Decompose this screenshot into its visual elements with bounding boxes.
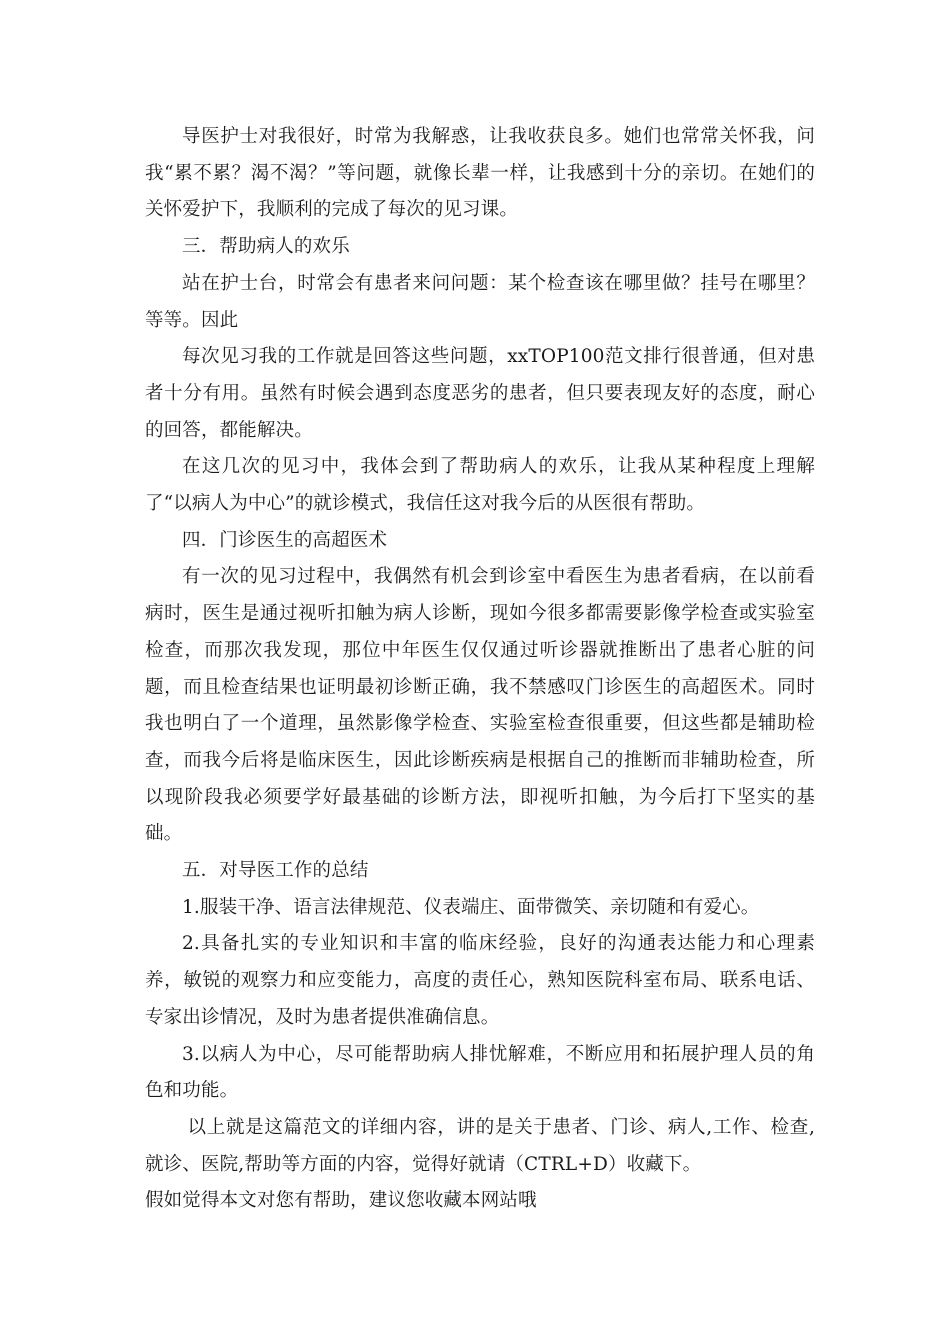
section-heading-5: 五．对导医工作的总结: [182, 860, 369, 882]
document-body: [145, 119, 815, 1220]
bookmark-suggestion: 假如觉得本文对您有帮助，建议您收藏本网站哦: [145, 1190, 537, 1212]
summary-item-1: 1.服装干净、语言法律规范、仪表端庄、面带微笑、亲切随和有爱心。: [182, 896, 760, 918]
paragraph-patient-centered: 在这几次的见习中，我体会到了帮助病人的欢乐，让我从某种程度上理解了“以病人为中心”的就诊模式，我信任这对我今后的从医很有帮助。: [145, 456, 815, 515]
section-heading-4: 四．门诊医生的高超医术: [182, 529, 388, 551]
section-heading-3: 三．帮助病人的欢乐: [182, 236, 350, 258]
paragraph-nurse-station: 站在护士台，时常会有患者来问问题：某个检查该在哪里做？挂号在哪里？等等。因此: [145, 272, 815, 331]
summary-item-3: 3.以病人为中心，尽可能帮助病人排忧解难，不断应用和拓展护理人员的角色和功能。: [145, 1043, 815, 1102]
paragraph-doctor-skill: 有一次的见习过程中，我偶然有机会到诊室中看医生为患者看病，在以前看病时，医生是通过视听扣触为病人诊断，现如今很多都需要影像学检查或实验室检查，而那次我发现，那位中年医生仅仅通过听诊器就推断出了患者心脏的问题，而且检查结果也证明最初诊断正确，我不禁感叹门诊医生的高超医术。同时我也明白了一个道理，虽然影像学检查、实验室检查很重要，但这些都是辅助检查，而我今后将是临床医生，因此诊断疾病是根据自己的推断而非辅助检查，所以现阶段我必须要学好最基础的诊断方法，即视听扣触，为今后打下坚实的基础。: [145, 566, 815, 845]
closing-paragraph: 以上就是这篇范文的详细内容，讲的是关于患者、门诊、病人,工作、检查,就诊、医院,帮助等方面的内容，觉得好就请（CTRL+D）收藏下。: [145, 1116, 815, 1175]
summary-item-2: 2.具备扎实的专业知识和丰富的临床经验，良好的沟通表达能力和心理素养，敏锐的观察力和应变能力，高度的责任心，熟知医院科室布局、联系电话、专家出诊情况，及时为患者提供准确信息。: [145, 933, 815, 1028]
paragraph-answering-questions: 每次见习我的工作就是回答这些问题，xxTOP100范文排行很普通，但对患者十分有用。虽然有时候会遇到态度恶劣的患者，但只要表现友好的态度，耐心的回答，都能解决。: [145, 346, 815, 441]
paragraph-nurse-care: 导医护士对我很好，时常为我解惑，让我收获良多。她们也常常关怀我，问我“累不累？渴不渴？”等问题，就像长辈一样，让我感到十分的亲切。在她们的关怀爱护下，我顺利的完成了每次的见习课。: [145, 126, 815, 221]
